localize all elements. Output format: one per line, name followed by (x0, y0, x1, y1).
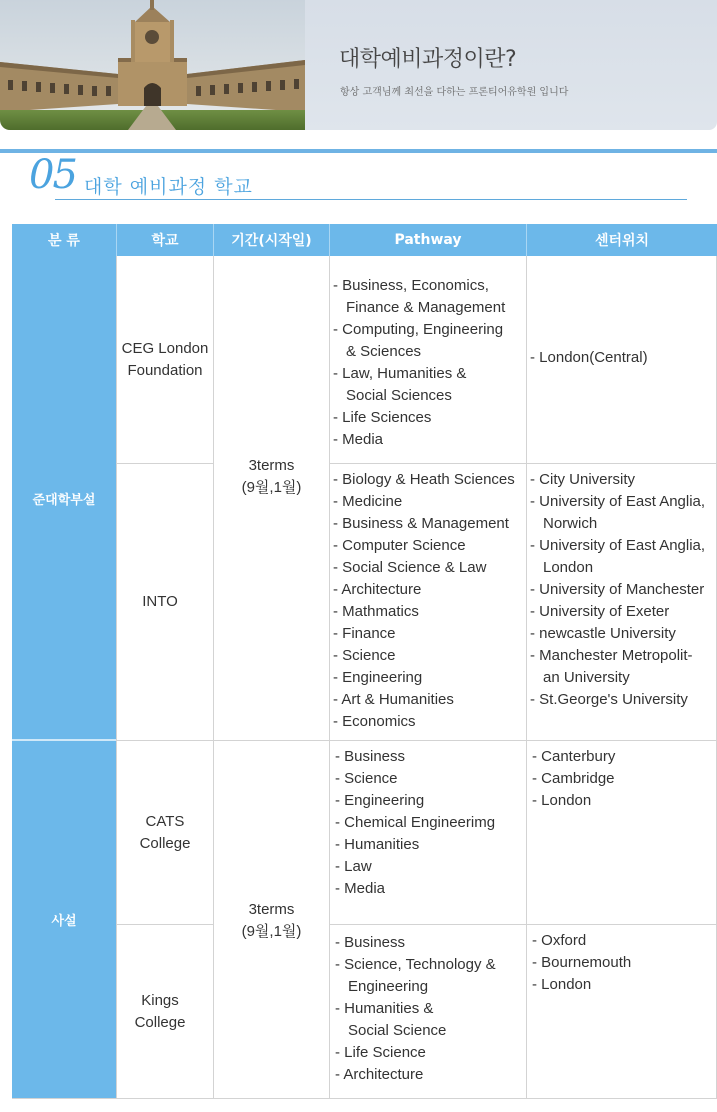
location-item-line: - London (532, 976, 592, 993)
duration-start: (9월,1월) (241, 923, 302, 940)
grid-line (329, 463, 717, 464)
pathway-item (333, 689, 515, 711)
pathway-item (333, 429, 505, 451)
pathway-item (335, 1042, 496, 1064)
pathway-item-line: & Sciences (346, 343, 422, 360)
pathway-item (335, 1064, 496, 1086)
pathway-item (333, 645, 515, 667)
pathway-item-line: Social Science (348, 1022, 447, 1039)
school-cell (117, 257, 213, 463)
pathway-item (333, 469, 515, 491)
location-item-line: - University of East Anglia, (530, 493, 706, 510)
header-duration: 기간(시작일) (214, 224, 329, 256)
pathway-item-line: - Science (335, 770, 398, 787)
location-item (530, 535, 705, 579)
duration-terms: 3terms (248, 457, 295, 474)
location-item-line: - Canterbury (532, 748, 616, 765)
banner-text-panel (305, 0, 717, 130)
section-underline (55, 199, 687, 200)
school-name-line: CEG London (121, 340, 209, 357)
pathway-item-line: - Media (335, 880, 386, 897)
duration-cell (214, 455, 329, 499)
pathway-item (335, 768, 495, 790)
location-item-line: an University (543, 669, 630, 686)
duration-terms: 3terms (248, 901, 295, 918)
location-item (532, 768, 615, 790)
location-list (530, 469, 705, 711)
header-school: 학교 (117, 224, 213, 256)
pathway-item-line: - Economics (333, 713, 416, 730)
pathway-item (333, 535, 515, 557)
location-item-line: - Cambridge (532, 770, 615, 787)
location-item (530, 469, 705, 491)
location-item (530, 689, 705, 711)
section-title: 대학 예비과정 학교 (84, 176, 253, 198)
pathway-item-line: - Business, Economics, (333, 277, 489, 294)
pathway-item (333, 623, 515, 645)
pathway-list (333, 469, 515, 733)
duration-start: (9월,1월) (241, 479, 302, 496)
location-item (532, 746, 615, 768)
pathway-item-line: - Law, Humanities & (333, 365, 467, 382)
category-private: 사설 (12, 741, 116, 1098)
pathway-item (335, 812, 495, 834)
location-item-line: Norwich (543, 515, 598, 532)
pathway-item-line: - Architecture (333, 581, 422, 598)
pathway-item-line: - Engineering (335, 792, 425, 809)
pathway-item-line: - Engineering (333, 669, 423, 686)
pathway-item-line: - Humanities (335, 836, 420, 853)
pathway-item-line: - Art & Humanities (333, 691, 454, 708)
school-name-line: College (134, 1013, 186, 1031)
grid-line (213, 256, 214, 1099)
header-banner (0, 0, 717, 130)
header-pathway: Pathway (330, 224, 526, 256)
pathway-item-line: - Chemical Engineerimg (335, 814, 496, 831)
section-number: 05 (29, 152, 76, 198)
header-divider (526, 224, 527, 256)
school-cell (110, 464, 210, 740)
pathway-item (333, 667, 515, 689)
pathway-item-line: Social Sciences (346, 387, 452, 404)
location-item-line: - London(Central) (530, 349, 648, 366)
location-item-line: - University of East Anglia, (530, 537, 706, 554)
pathway-item (333, 513, 515, 535)
location-item-line: - Bournemouth (532, 954, 632, 971)
pathway-item (335, 746, 495, 768)
header-location: 센터위치 (527, 224, 717, 256)
pathway-item-line: - Humanities & (335, 1000, 434, 1017)
location-list (530, 347, 648, 369)
pathway-item (333, 275, 505, 319)
location-item-line: - Manchester Metropolit- (530, 647, 693, 664)
university-building-photo (0, 0, 305, 130)
pathway-item-line: - Business (335, 748, 406, 765)
pathway-item-line: - Law (335, 858, 372, 875)
pathway-item-line: - Biology & Heath Sciences (333, 471, 515, 488)
pathway-item (333, 363, 505, 407)
grid-line (526, 256, 527, 1099)
pathway-item-line: - Medicine (333, 493, 403, 510)
location-item (532, 930, 631, 952)
school-name-line: CATS (145, 812, 185, 830)
grid-line (12, 1098, 717, 1099)
location-list (532, 930, 631, 996)
grid-line (329, 924, 717, 925)
header-divider (329, 224, 330, 256)
header-divider (116, 224, 117, 256)
location-item-line: - University of Exeter (530, 603, 670, 620)
school-cell (112, 925, 208, 1098)
location-item (532, 790, 615, 812)
page-title: 대학예비과정이란? (339, 47, 517, 72)
pathway-item (335, 878, 495, 900)
pathway-item-line: Engineering (348, 978, 429, 995)
pathway-item (333, 319, 505, 363)
school-cell (117, 741, 213, 924)
location-item-line: - City University (530, 471, 636, 488)
pathway-item-line: Finance & Management (346, 299, 506, 316)
location-item (530, 623, 705, 645)
section-divider (0, 149, 717, 153)
grid-line (329, 256, 330, 1099)
location-list (532, 746, 615, 812)
pathway-list (335, 746, 495, 900)
pathway-item (333, 711, 515, 733)
pathway-item-line: - Business (335, 934, 406, 951)
location-item-line: - University of Manchester (530, 581, 705, 598)
header-category: 분 류 (12, 224, 116, 256)
school-name-line: Foundation (127, 362, 203, 379)
pathway-item-line: - Computer Science (333, 537, 466, 554)
pathway-item (333, 491, 515, 513)
school-name-line: INTO (142, 593, 178, 610)
pathway-item (333, 407, 505, 429)
pathway-item-line: - Finance (333, 625, 396, 642)
location-item (530, 579, 705, 601)
pathway-item-line: - Social Science & Law (333, 559, 487, 576)
location-item (530, 491, 705, 535)
pathway-item (335, 954, 496, 998)
location-item-line: - London (532, 792, 592, 809)
pathway-list (335, 932, 496, 1086)
pathway-item-line: - Architecture (335, 1066, 424, 1083)
pathway-item (335, 856, 495, 878)
pathway-item (335, 932, 496, 954)
pathway-item (335, 790, 495, 812)
location-item-line: - newcastle University (530, 625, 676, 642)
duration-cell (214, 899, 329, 943)
school-name-line: Kings (141, 991, 179, 1009)
pathway-item (335, 834, 495, 856)
location-item-line: - Oxford (532, 932, 587, 949)
category-affiliated: 준대학부설 (12, 256, 116, 740)
school-name-line: College (139, 834, 191, 852)
page-subtitle: 항상 고객님께 최선을 다하는 프론티어유학원 입니다 (340, 87, 569, 98)
pathway-item-line: - Mathmatics (333, 603, 419, 620)
location-item (530, 645, 705, 689)
pathway-item-line: - Life Science (335, 1044, 426, 1061)
pathway-item (333, 557, 515, 579)
pathway-item-line: - Life Sciences (333, 409, 432, 426)
pathway-item-line: - Science, Technology & (335, 956, 496, 973)
location-item-line: London (543, 559, 594, 576)
location-item (530, 601, 705, 623)
header-divider (213, 224, 214, 256)
location-item (532, 974, 631, 996)
location-item (532, 952, 631, 974)
location-item-line: - St.George's University (530, 691, 688, 708)
pathway-item (333, 579, 515, 601)
pathway-list (333, 275, 505, 451)
pathway-item-line: - Business & Management (333, 515, 509, 532)
pathway-item-line: - Science (333, 647, 396, 664)
pathway-item (335, 998, 496, 1042)
pathway-item-line: - Media (333, 431, 384, 448)
location-item (530, 347, 648, 369)
pathway-item-line: - Computing, Engineering (333, 321, 504, 338)
pathway-item (333, 601, 515, 623)
